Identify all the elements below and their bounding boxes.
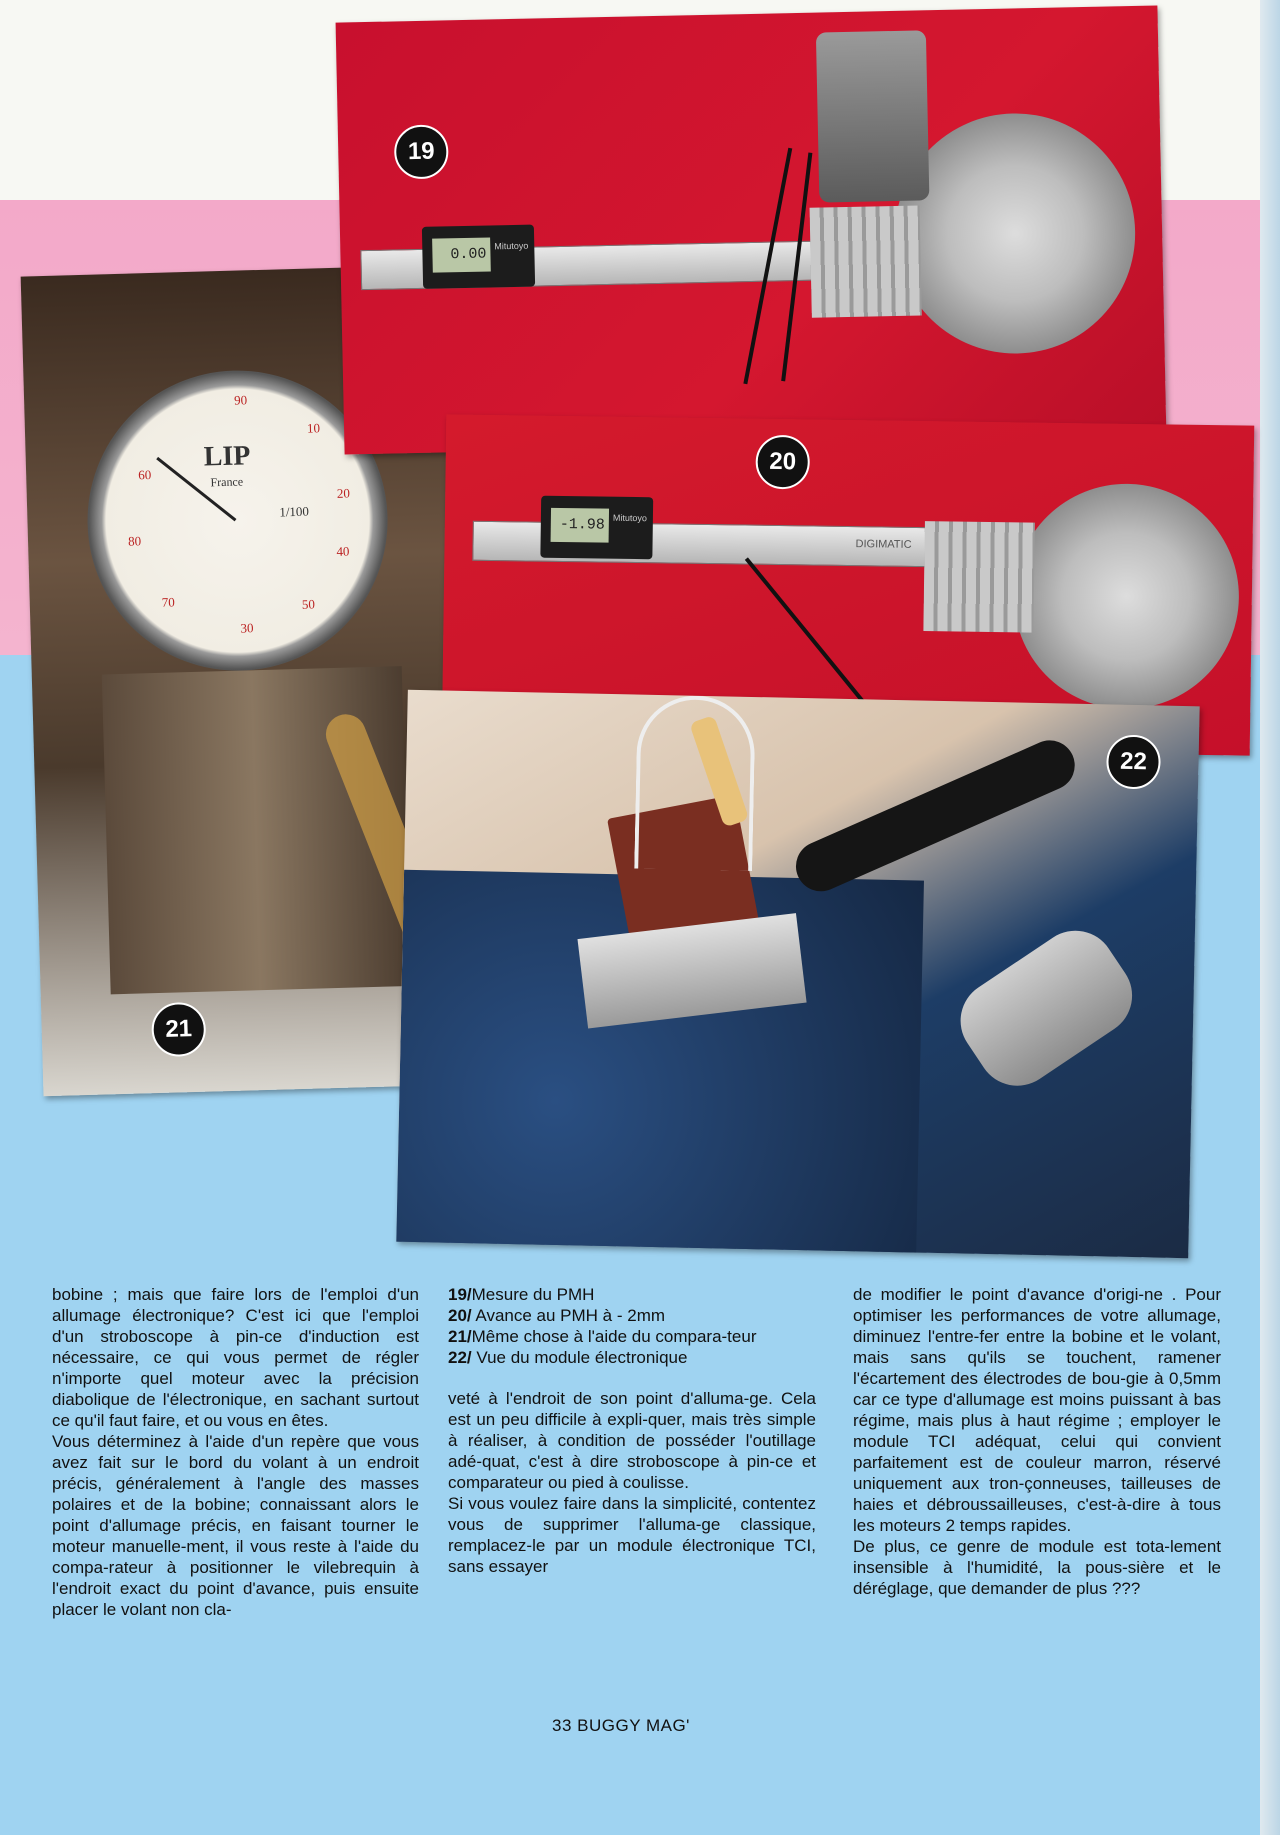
gauge-origin: France — [210, 474, 244, 490]
gauge-mark: 50 — [301, 596, 316, 612]
photo-20-badge: 20 — [755, 435, 810, 490]
caption-21 — [448, 1326, 816, 1347]
gauge-mark: 20 — [336, 485, 351, 501]
caption-text: Vue du module électronique — [471, 1348, 688, 1367]
caliper-lcd: 0.00 — [432, 237, 491, 272]
carburetor — [816, 30, 930, 202]
caption-number: 22/ — [448, 1348, 472, 1367]
engine-cylinder — [810, 205, 922, 317]
caliper-display — [540, 496, 653, 560]
caption-20 — [448, 1305, 816, 1326]
caption-number: 21/ — [448, 1327, 472, 1346]
gauge-mark: 60 — [138, 467, 152, 483]
photo-19-badge: 19 — [394, 124, 449, 179]
gauge-mark: 70 — [161, 594, 175, 610]
spark-plug-cap — [945, 915, 1147, 1101]
photo-19-caliper-measurement — [336, 5, 1167, 454]
ignition-wire — [745, 557, 868, 707]
gauge-unit: 1/100 — [279, 503, 310, 520]
caption-text: Avance au PMH à - 2mm — [471, 1306, 666, 1325]
gauge-mark: 80 — [127, 533, 142, 549]
article-paragraph: Vous déterminez à l'aide d'un repère que vous avez fait sur le bord du volant à un endroit précis, généralement à l'angle des masses polaires et de la bobine; connaissant alors le point d'allumage précis, en faisant tourner le moteur manuelle-ment, il vous reste à l'aide du compa-rateur à positionner le vilebrequin à l'endroit exact du point d'avance, puis ensuite placer le volant non cla- — [52, 1432, 419, 1619]
article-column-2 — [448, 1284, 816, 1577]
gauge-brand: LIP — [203, 440, 251, 473]
page-spine-edge — [1260, 0, 1280, 1835]
engine-cylinder — [923, 521, 1035, 633]
article-paragraph: veté à l'endroit de son point d'alluma-ge. Cela est un peu difficile à expli-quer, mais très simple à réaliser, à condition de posséder l'outillage adé-quat, c'est à dire stroboscope à pin-ce et comparateur ou pied à coulisse. — [448, 1389, 816, 1492]
engine-flywheel-cover — [1012, 482, 1240, 710]
spark-plug-lead — [788, 732, 1083, 899]
caption-number: 19/ — [448, 1285, 472, 1304]
caliper-brand: Mitutoyo — [612, 512, 647, 524]
gauge-mark: 40 — [336, 543, 350, 559]
caliper-scale-label: DIGIMATIC — [855, 538, 912, 551]
engine-flywheel-cover — [893, 111, 1138, 356]
caption-text: Mesure du PMH — [471, 1285, 595, 1304]
article-column-3 — [853, 1284, 1221, 1599]
gauge-mark: 10 — [306, 420, 321, 436]
caption-22 — [448, 1347, 816, 1368]
caliper-lcd: -1.98 — [551, 508, 609, 543]
caption-text: Même chose à l'aide du compara-teur — [471, 1327, 757, 1346]
article-column-1 — [52, 1284, 419, 1620]
gauge-mark: 90 — [233, 392, 248, 408]
caliper-display — [422, 225, 535, 289]
caption-number: 20/ — [448, 1306, 472, 1325]
page-folio: 33 BUGGY MAG' — [552, 1716, 690, 1735]
gauge-mark: 30 — [240, 620, 254, 636]
photo-22-electronic-module — [396, 690, 1199, 1258]
photo-22-badge: 22 — [1106, 734, 1161, 789]
article-paragraph: De plus, ce genre de module est tota-lement insensible à l'humidité, la pous-sière et le déréglage, que demander de plus ??? — [853, 1537, 1221, 1598]
article-paragraph: Si vous voulez faire dans la simplicité, contentez vous de supprimer l'alluma-ge classique, remplacez-le par un module électronique TCI, sans essayer — [448, 1494, 816, 1576]
caliper-brand: Mitutoyo — [494, 240, 529, 252]
article-paragraph: de modifier le point d'avance d'origi-ne . Pour optimiser les performances de votre allumage, diminuez l'entre-fer entre la bobine et le volant, mais sans qu'ils se touchent, ramener l'écartement des électrodes de bou-gie à 0,5mm car ce type d'allumage est moins puissant à bas régime, mais plus à haut régime ; employer le module TCI adéquat, celui qui convient parfaitement est de couleur marron, réservé uniquement aux tron-çonneuses, tailleuses de haies et débroussailleuses, c'est-à-dire à tous les moteurs 2 temps rapides. — [853, 1285, 1221, 1535]
photo-21-badge: 21 — [151, 1002, 206, 1057]
article-paragraph: bobine ; mais que faire lors de l'emploi d'un allumage électronique? C'est ici que l'emploi d'un stroboscope à pin-ce d'induction est nécessaire, ce qui vous permet de régler n'importe quel moteur avec la précision diabolique de l'électronique, en sachant surtout ce qu'il faut faire, et ou vous en êtes. — [52, 1285, 419, 1430]
caption-19 — [448, 1284, 816, 1305]
